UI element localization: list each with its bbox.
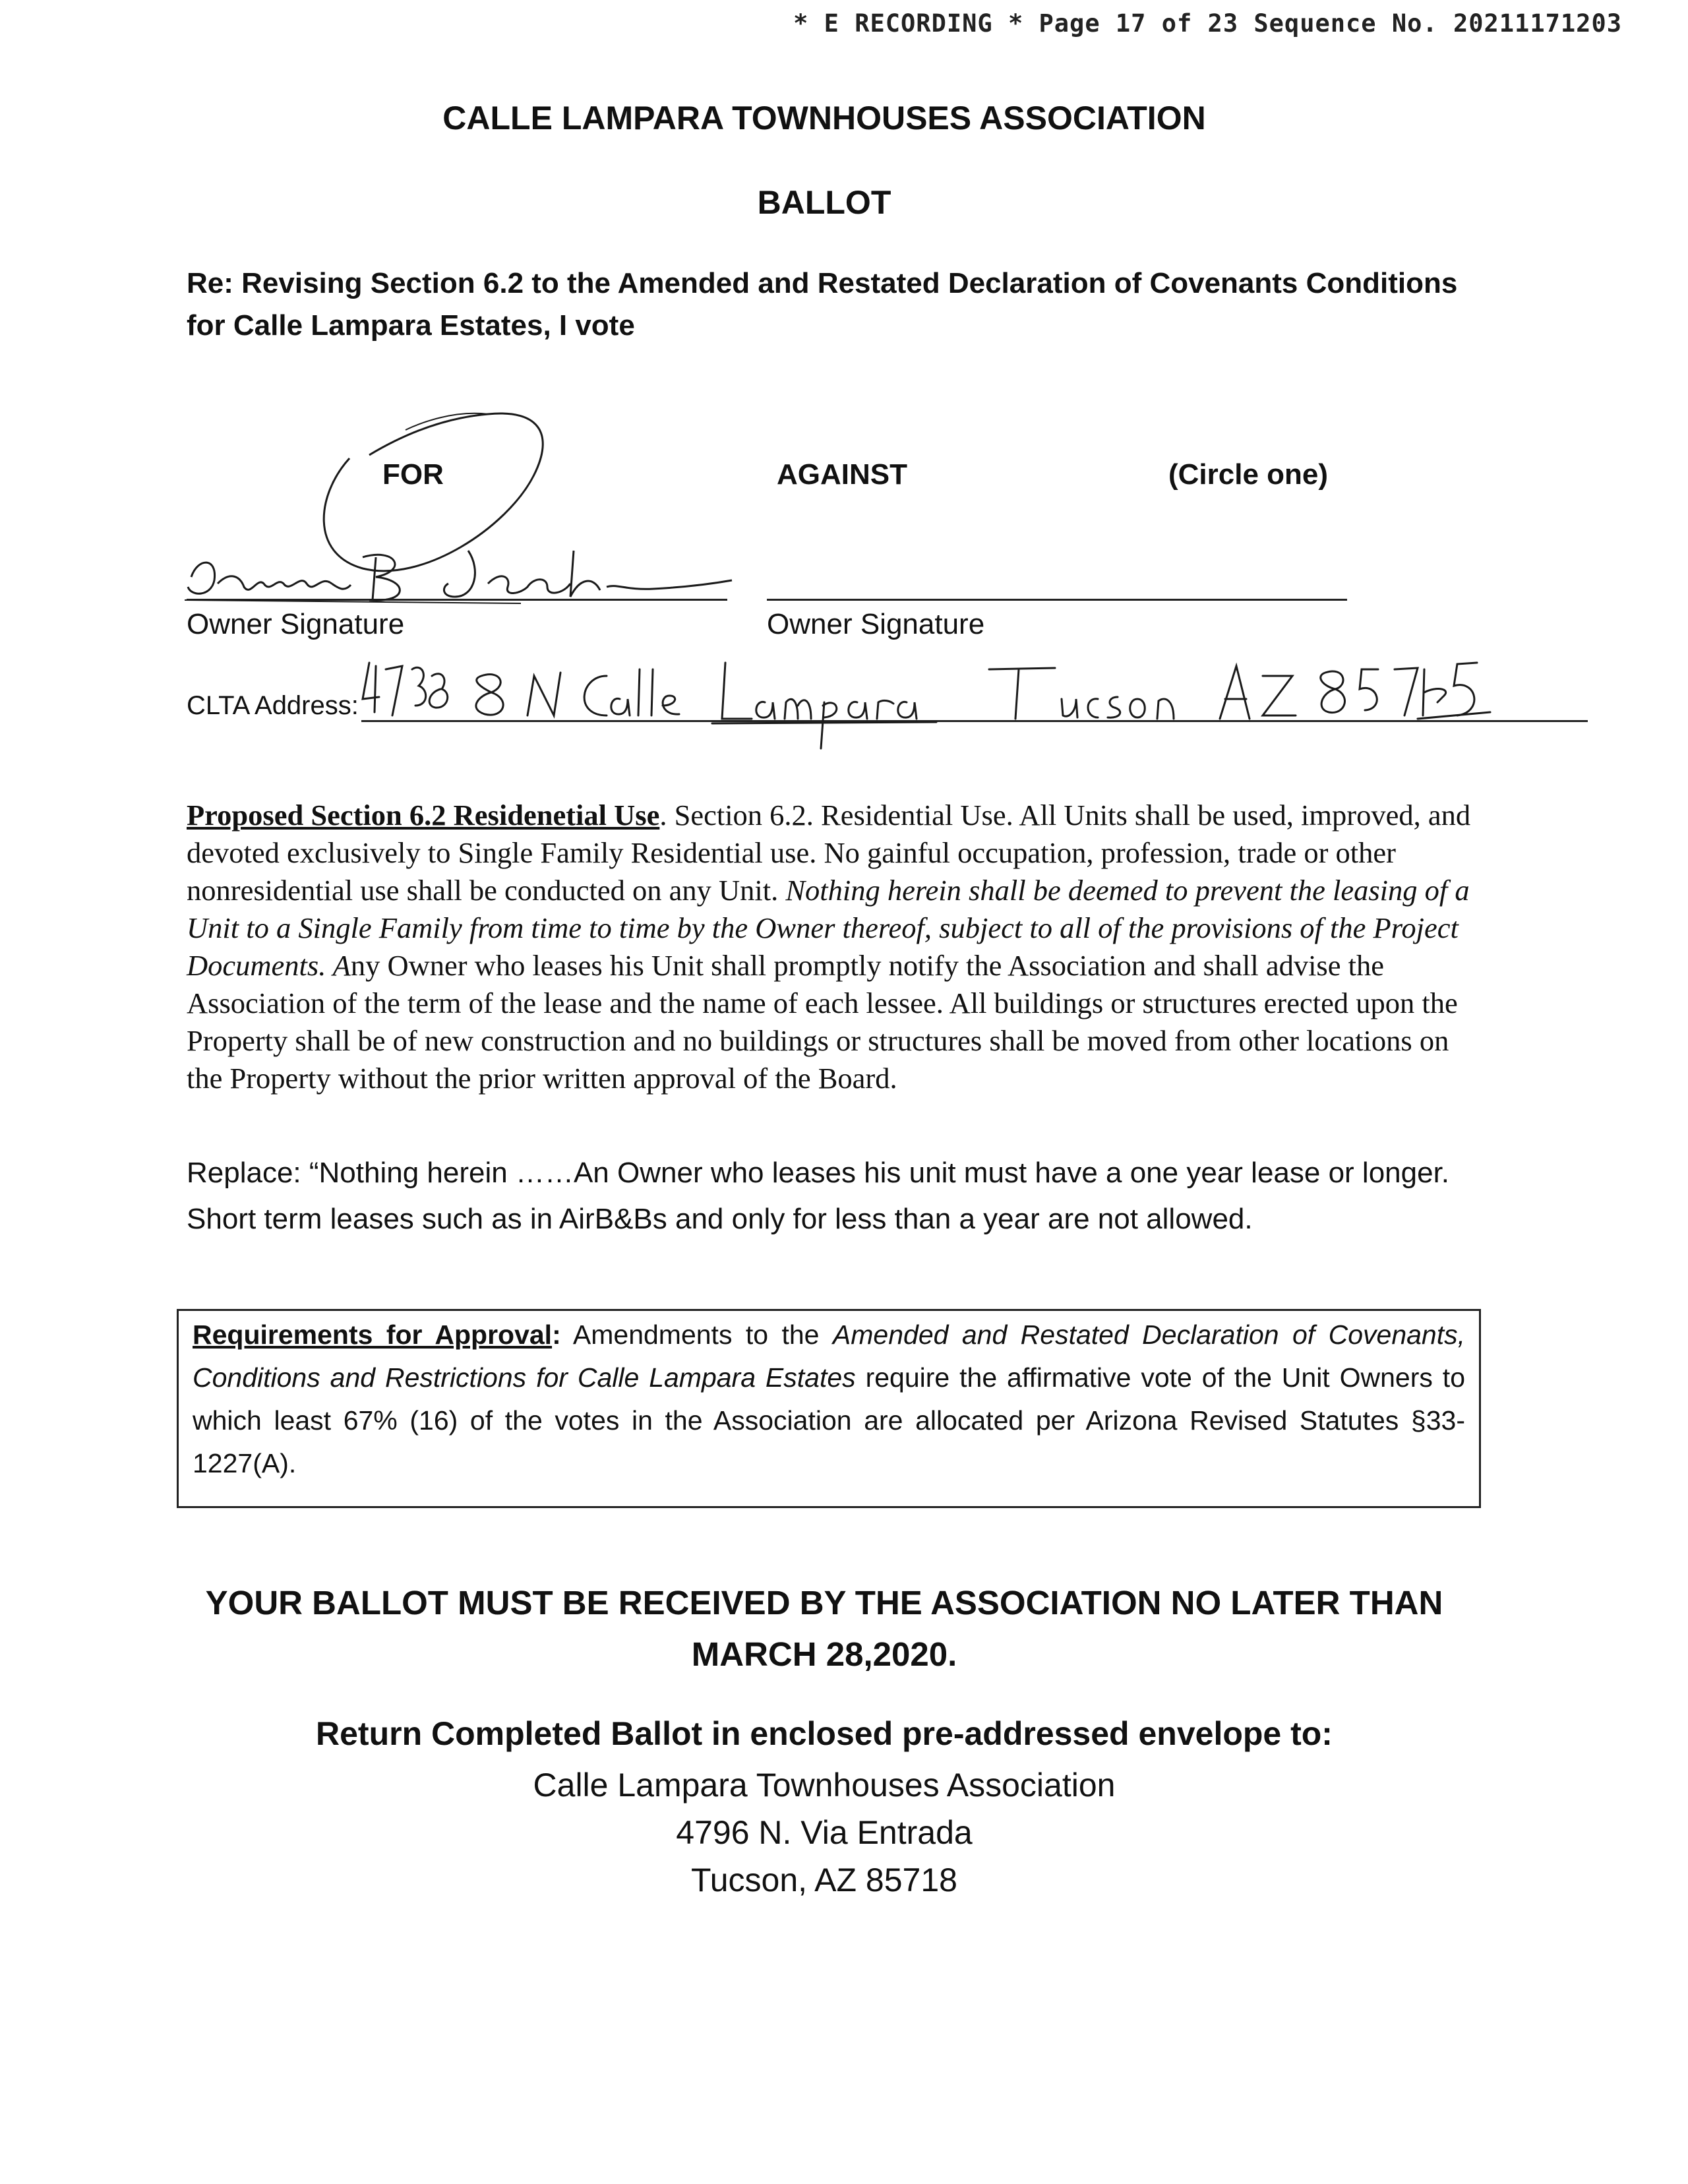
handwritten-signature	[178, 531, 745, 610]
replace-paragraph: Replace: “Nothing herein ……An Owner who leases his unit must have a one year lease or longer. Short term leases such as in AirB&Bs and only for less than a year are not allowed.	[187, 1157, 1450, 1235]
section-6-2-text-italic: Nothing herein shall be deemed to prevent the leasing of a Unit to a Single Family from time to time by the Owner thereof, subject to all of the provisions of the Project Documents. A	[187, 874, 1470, 982]
deadline-line-2: MARCH 28,2020.	[691, 1635, 957, 1673]
document-title: CALLE LAMPARA TOWNHOUSES ASSOCIATION	[442, 100, 1206, 136]
deadline-line-1: YOUR BALLOT MUST BE RECEIVED BY THE ASSOCIATION NO LATER THAN	[205, 1584, 1443, 1622]
owner-signature-label-2: Owner Signature	[767, 608, 985, 640]
document-subtitle: BALLOT	[757, 184, 891, 221]
requirements-text	[193, 1314, 1465, 1485]
requirements-heading: Requirements for Approval	[193, 1320, 553, 1350]
section-6-2-heading: Proposed Section 6.2 Residenetial Use	[187, 799, 660, 832]
requirements-colon: :	[552, 1320, 561, 1350]
requirements-text-italic: Amended and Restated Declaration of Covenants, Conditions and Restrictions for Calle Lampara Estates	[193, 1320, 1466, 1393]
handwritten-address	[356, 650, 1609, 755]
signature-line-2[interactable]	[767, 599, 1347, 601]
recording-stamp: * E RECORDING * Page 17 of 23 Sequence No. 20211171203	[793, 9, 1622, 38]
clta-address-label: CLTA Address:	[187, 691, 359, 720]
return-address-line-1: Calle Lampara Townhouses Association	[533, 1767, 1116, 1804]
section-6-2-text-2: ny Owner who leases his Unit shall promptly notify the Association and shall advise the Association of the term of the lease and the name of each lessee. All buildings or structures erected upon the Property shall be of new construction and no buildings or structures shall be moved from other locations on the Property without the prior written approval of the Board.	[187, 949, 1458, 1095]
vote-option-for[interactable]: FOR	[382, 458, 444, 491]
vote-instruction: (Circle one)	[1168, 458, 1329, 491]
return-address-line-3: Tucson, AZ 85718	[691, 1862, 957, 1898]
return-heading: Return Completed Ballot in enclosed pre-addressed envelope to:	[316, 1715, 1333, 1752]
vote-option-against[interactable]: AGAINST	[777, 458, 907, 491]
return-address-line-2: 4796 N. Via Entrada	[676, 1814, 973, 1851]
re-line: Re: Revising Section 6.2 to the Amended and Restated Declaration of Covenants Conditions for Calle Lampara Estates, I vote	[187, 267, 1458, 342]
requirements-text-b: require the affirmative vote of the Unit Owners to which least 67% (16) of the votes in the Association are allocated per Arizona Revised Statutes §33-1227(A).	[193, 1362, 1465, 1478]
section-6-2-text-1: . Section 6.2. Residential Use. All Units shall be used, improved, and devoted exclusively to Single Family Residential use. No gainful occupation, profession, trade or other nonresidential use shall be conducted on any Unit.	[187, 799, 1471, 907]
section-6-2-paragraph	[187, 797, 1479, 1097]
deadline-notice	[0, 1577, 1648, 1680]
owner-signature-label-1: Owner Signature	[187, 608, 405, 640]
requirements-text-a: Amendments to the	[560, 1320, 833, 1350]
